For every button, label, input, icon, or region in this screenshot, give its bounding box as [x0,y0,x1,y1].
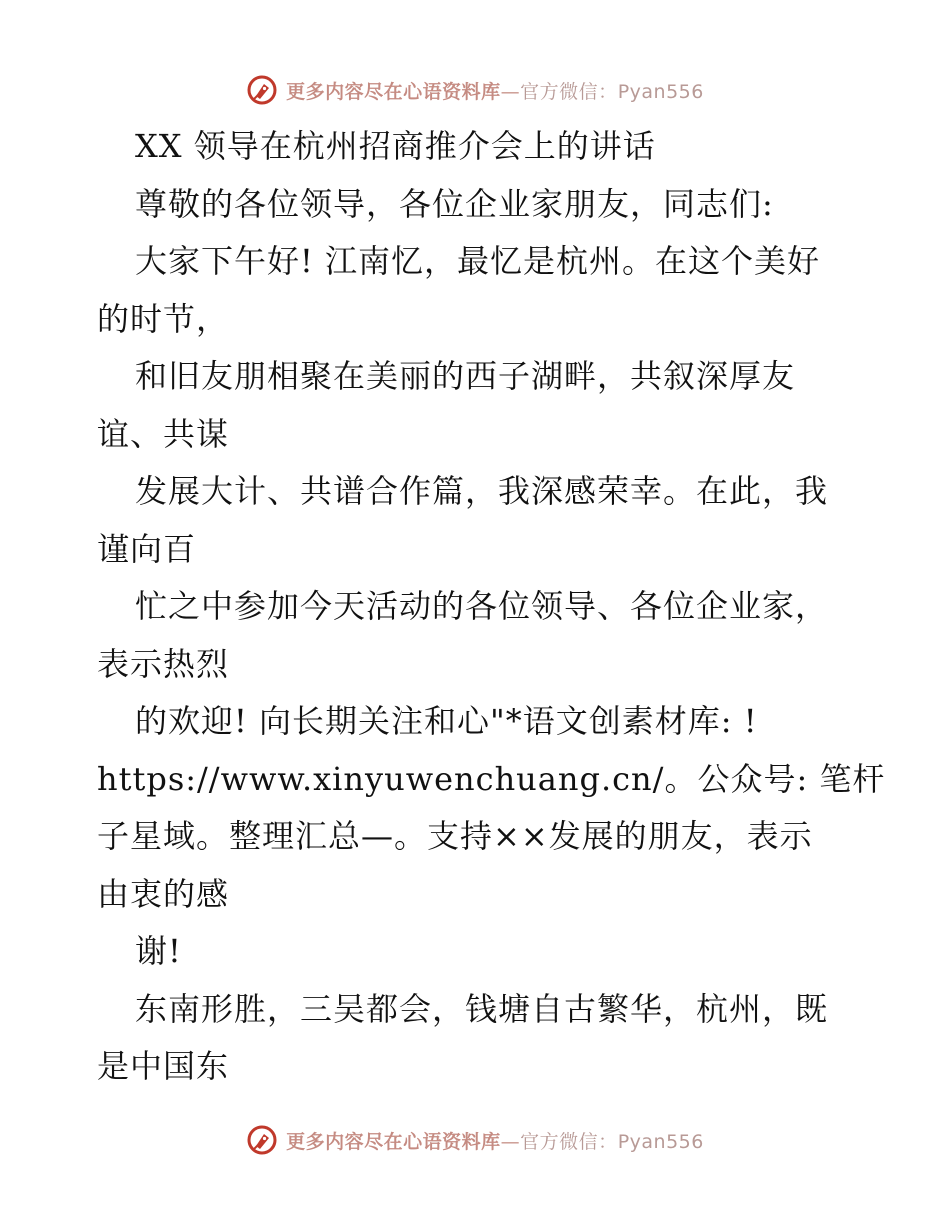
footer-watermark-title: 更多内容尽在心语资料库 [286,1130,501,1153]
header-watermark-title: 更多内容尽在心语资料库 [286,80,501,103]
document-line: 东南形胜，三吴都会，钱塘自古繁华，杭州，既 [135,989,829,1028]
document-line: 忙之中参加今天活动的各位领导、各位企业家， [135,587,829,625]
document-line: XX 领导在杭州招商推介会上的讲话 [135,127,656,165]
document-line: 谢! [135,932,182,970]
document-line: 由衷的感 [97,874,230,913]
document-line: 的时节， [97,299,230,338]
footer-watermark-wechat-label: 官方微信： [520,1130,618,1153]
document-line: 子星域。整理汇总—。支持××发展的朋友，表示 [97,817,813,855]
footer-watermark-inner [246,1124,704,1156]
header-watermark-text [286,77,704,104]
pen-nib-logo-icon [246,1124,278,1156]
document-line: 和旧友朋相聚在美丽的西子湖畔，共叙深厚友 [135,357,796,395]
document-body [97,118,886,1096]
document-line: 谨向百 [97,529,197,568]
footer-watermark [0,1120,950,1160]
header-watermark-wechat-label: 官方微信： [520,80,618,103]
document-line: 的欢迎! 向长期关注和心"*语文创素材库: ! [135,702,758,740]
header-watermark-inner [246,74,704,106]
footer-watermark-wechat-id: Pyan556 [617,1130,704,1153]
pen-nib-logo-icon [246,74,278,106]
document-line: 发展大计、共谱合作篇，我深感荣幸。在此，我 [135,472,829,510]
document-line: 大家下午好! 江南忆，最忆是杭州。在这个美好 [135,242,821,280]
document-line: 是中国东 [97,1047,230,1085]
header-watermark [0,70,950,110]
document-line: 尊敬的各位领导，各位企业家朋友，同志们: [135,184,774,223]
header-watermark-wechat-id: Pyan556 [617,80,704,103]
document-line: 谊、共谋 [97,414,230,453]
header-watermark-dash: — [500,80,521,103]
footer-watermark-dash: — [500,1130,521,1153]
document-line: 表示热烈 [97,644,230,683]
footer-watermark-text [286,1127,704,1154]
document-line: https://www.xinyuwenchuang.cn/。公众号: 笔杆 [97,759,886,798]
